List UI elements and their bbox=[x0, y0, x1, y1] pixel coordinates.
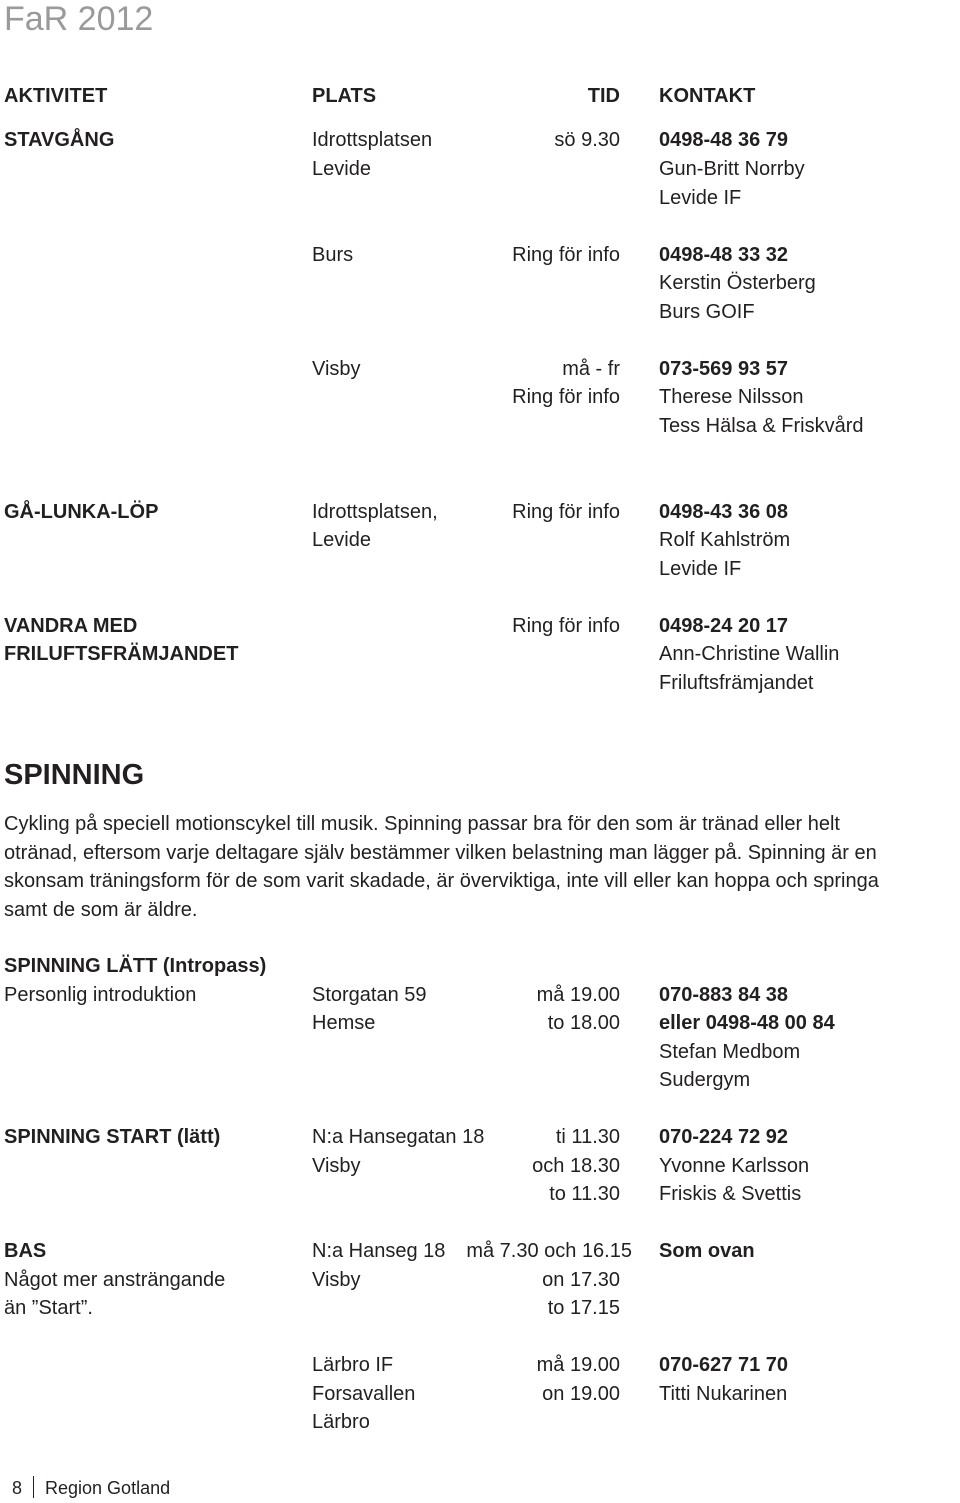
place: Storgatan 59 bbox=[312, 984, 427, 1006]
time: må 19.00 bbox=[536, 984, 620, 1006]
place: Lärbro IF bbox=[312, 1354, 394, 1376]
time: Ring för info bbox=[512, 615, 620, 637]
activity-name: SPINNING START (lätt) bbox=[4, 1126, 221, 1148]
column-header-place: PLATS bbox=[312, 85, 377, 107]
activity-subtitle: Något mer ansträngande bbox=[4, 1269, 226, 1291]
contact-person: Ann-Christine Wallin bbox=[659, 643, 840, 665]
activity-name: GÅ-LUNKA-LÖP bbox=[4, 501, 159, 523]
activity-name: VANDRA MED bbox=[4, 615, 138, 637]
activity-name: SPINNING LÄTT (Intropass) bbox=[4, 955, 267, 977]
place: Idrottsplatsen bbox=[312, 129, 433, 151]
place: Idrottsplatsen, bbox=[312, 501, 438, 523]
contact-organization: Levide IF bbox=[659, 187, 742, 209]
description-line: skonsam träningsform för de som varit skadade, är överviktiga, inte vill eller kan hoppa och springa bbox=[4, 870, 879, 893]
footer-divider bbox=[33, 1476, 34, 1498]
activity-subtitle: Personlig introduktion bbox=[4, 984, 197, 1006]
place: Visby bbox=[312, 1269, 361, 1291]
time: on 17.30 bbox=[542, 1269, 620, 1291]
contact-note: Som ovan bbox=[659, 1240, 755, 1262]
contact-organization: Friskis & Svettis bbox=[659, 1183, 802, 1205]
description-line: Cykling på speciell motionscykel till musik. Spinning passar bra för den som är tränad eller helt bbox=[4, 813, 840, 835]
contact-person: Yvonne Karlsson bbox=[659, 1155, 810, 1177]
time: Ring för info bbox=[512, 386, 620, 408]
place: Levide bbox=[312, 158, 371, 180]
place: Levide bbox=[312, 529, 371, 551]
contact-phone: 070-224 72 92 bbox=[659, 1126, 789, 1148]
activity-name: BAS bbox=[4, 1240, 47, 1262]
place: Burs bbox=[312, 244, 354, 266]
contact-organization: Burs GOIF bbox=[659, 301, 755, 323]
contact-phone: 0498-24 20 17 bbox=[659, 615, 789, 637]
time: to 11.30 bbox=[549, 1183, 620, 1205]
spinning-description bbox=[4, 810, 954, 924]
contact-organization: Sudergym bbox=[659, 1069, 751, 1091]
page-footer bbox=[12, 1476, 170, 1500]
time: sö 9.30 bbox=[554, 129, 620, 151]
time: to 18.00 bbox=[547, 1012, 620, 1034]
time: Ring för info bbox=[512, 244, 620, 266]
contact-phone: 073-569 93 57 bbox=[659, 358, 789, 380]
contact-person: Titti Nukarinen bbox=[659, 1383, 788, 1405]
column-header-activity: AKTIVITET bbox=[4, 85, 108, 107]
description-line: samt de som är äldre. bbox=[4, 898, 198, 921]
place: N:a Hansegatan 18 bbox=[312, 1126, 485, 1148]
contact-person: Rolf Kahlström bbox=[659, 529, 791, 551]
time: må 19.00 bbox=[536, 1354, 620, 1376]
contact-person: Therese Nilsson bbox=[659, 386, 804, 408]
contact-phone: 0498-48 36 79 bbox=[659, 129, 789, 151]
contact-phone: 070-883 84 38 bbox=[659, 984, 789, 1006]
contact-organization: Levide IF bbox=[659, 558, 742, 580]
time: må - fr bbox=[562, 358, 620, 380]
contact-person: Kerstin Österberg bbox=[659, 272, 816, 294]
section-title-spinning: SPINNING bbox=[4, 759, 145, 791]
place: Visby bbox=[312, 1155, 361, 1177]
contact-phone: 0498-48 33 32 bbox=[659, 244, 789, 266]
publisher-name: Region Gotland bbox=[45, 1478, 171, 1498]
activity-subtitle: än ”Start”. bbox=[4, 1297, 93, 1319]
place: N:a Hanseg 18 bbox=[312, 1240, 446, 1262]
page-header-title: FaR 2012 bbox=[4, 0, 154, 38]
time: ti 11.30 bbox=[555, 1126, 620, 1148]
time: on 19.00 bbox=[542, 1383, 620, 1405]
contact-phone: eller 0498-48 00 84 bbox=[659, 1012, 835, 1034]
contact-organization: Friluftsfrämjandet bbox=[659, 672, 814, 694]
place: Lärbro bbox=[312, 1411, 370, 1433]
page-number: 8 bbox=[12, 1478, 23, 1498]
time: to 17.15 bbox=[547, 1297, 620, 1319]
contact-person: Gun-Britt Norrby bbox=[659, 158, 805, 180]
column-header-contact: KONTAKT bbox=[659, 85, 756, 107]
place: Forsavallen bbox=[312, 1383, 416, 1405]
contact-person: Stefan Medbom bbox=[659, 1041, 801, 1063]
contact-phone: 070-627 71 70 bbox=[659, 1354, 789, 1376]
time: Ring för info bbox=[512, 501, 620, 523]
description-line: otränad, eftersom varje deltagare själv bestämmer vilken belastning man lägger på. Spinning är en bbox=[4, 841, 877, 864]
place: Hemse bbox=[312, 1012, 376, 1034]
activity-name: FRILUFTSFRÄMJANDET bbox=[4, 643, 239, 665]
time: och 18.30 bbox=[532, 1155, 620, 1177]
contact-phone: 0498-43 36 08 bbox=[659, 501, 789, 523]
column-header-time: TID bbox=[587, 85, 620, 107]
time: må 7.30 och 16.15 bbox=[466, 1240, 632, 1262]
place: Visby bbox=[312, 358, 361, 380]
activity-name: STAVGÅNG bbox=[4, 129, 115, 151]
contact-organization: Tess Hälsa & Friskvård bbox=[659, 415, 864, 437]
